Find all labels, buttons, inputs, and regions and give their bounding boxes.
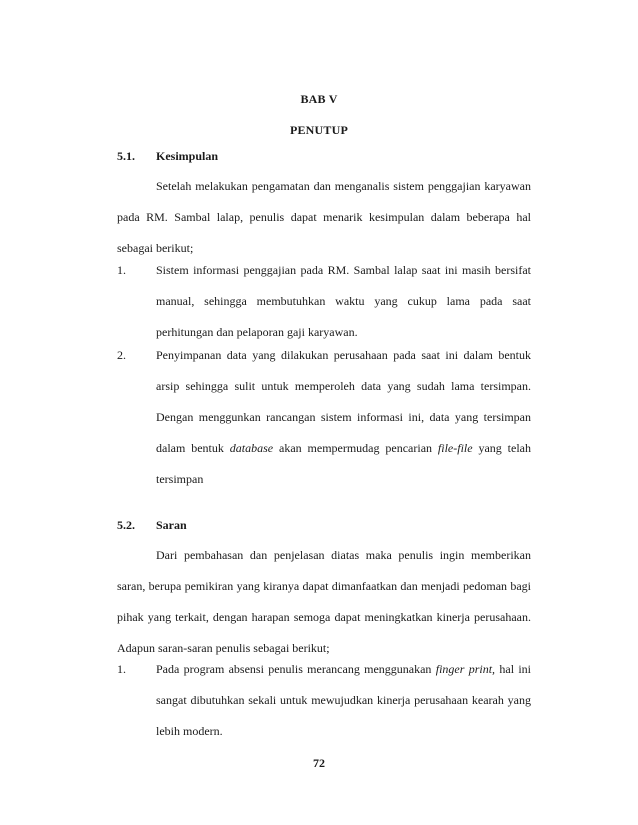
chapter-label: BAB V: [300, 92, 338, 106]
list-item: [117, 255, 531, 348]
paragraph-saran-intro: Dari pembahasan dan penjelasan diatas maka penulis ingin memberikan saran, berupa pemikiran yang kiranya dapat dimanfaatkan dan menjadi pedoman bagi pihak yang terkait, dengan harapan semoga dapat meningkatkan kinerja perusahaan. Adapun saran-saran penulis sebagai berikut;: [117, 548, 531, 655]
chapter-title: PENUTUP: [289, 123, 349, 137]
text-run: akan mempermudag pencarian: [273, 441, 438, 455]
section-number: 5.1.: [117, 149, 135, 163]
text-run: yang telah tersimpan: [156, 441, 531, 486]
section-title: Kesimpulan: [156, 149, 219, 163]
list-item: [117, 654, 531, 747]
emphasis-file-file: file-file: [437, 441, 473, 455]
section-number: 5.2.: [117, 518, 135, 532]
list-item-text: [156, 340, 531, 495]
paragraph-kesimpulan-intro: Setelah melakukan pengamatan dan menganalis sistem penggajian karyawan pada RM. Sambal lalap, penulis dapat menarik kesimpulan dalam beberapa hal sebagai berikut;: [117, 179, 531, 255]
list-item-number: 1.: [117, 662, 126, 676]
text-run: hal ini sangat dibutuhkan sekali untuk mewujudkan kinerja perusahaan kearah yang lebih modern.: [156, 662, 531, 738]
list-item-number: 1.: [117, 263, 126, 277]
section-title: Saran: [156, 518, 187, 532]
list-item-text: [156, 654, 531, 747]
text-run: Pada program absensi penulis merancang menggunakan: [156, 662, 436, 676]
emphasis-finger-print: finger print,: [435, 662, 496, 676]
text-run: Penyimpanan data yang dilakukan perusahaan pada saat ini dalam bentuk arsip sehingga sulit untuk memperoleh data yang sudah lama tersimpan. Dengan menggunkan rancangan sistem informasi ini, data yang tersimpan dalam bentuk: [156, 348, 531, 455]
list-item-text: Sistem informasi penggajian pada RM. Sambal lalap saat ini masih bersifat manual, sehingga membutuhkan waktu yang cukup lama pada saat perhitungan dan pelaporan gaji karyawan.: [156, 263, 531, 339]
list-item: [117, 340, 531, 495]
emphasis-database: database: [229, 441, 274, 455]
page-number: 72: [313, 756, 325, 770]
list-item-number: 2.: [117, 348, 126, 362]
